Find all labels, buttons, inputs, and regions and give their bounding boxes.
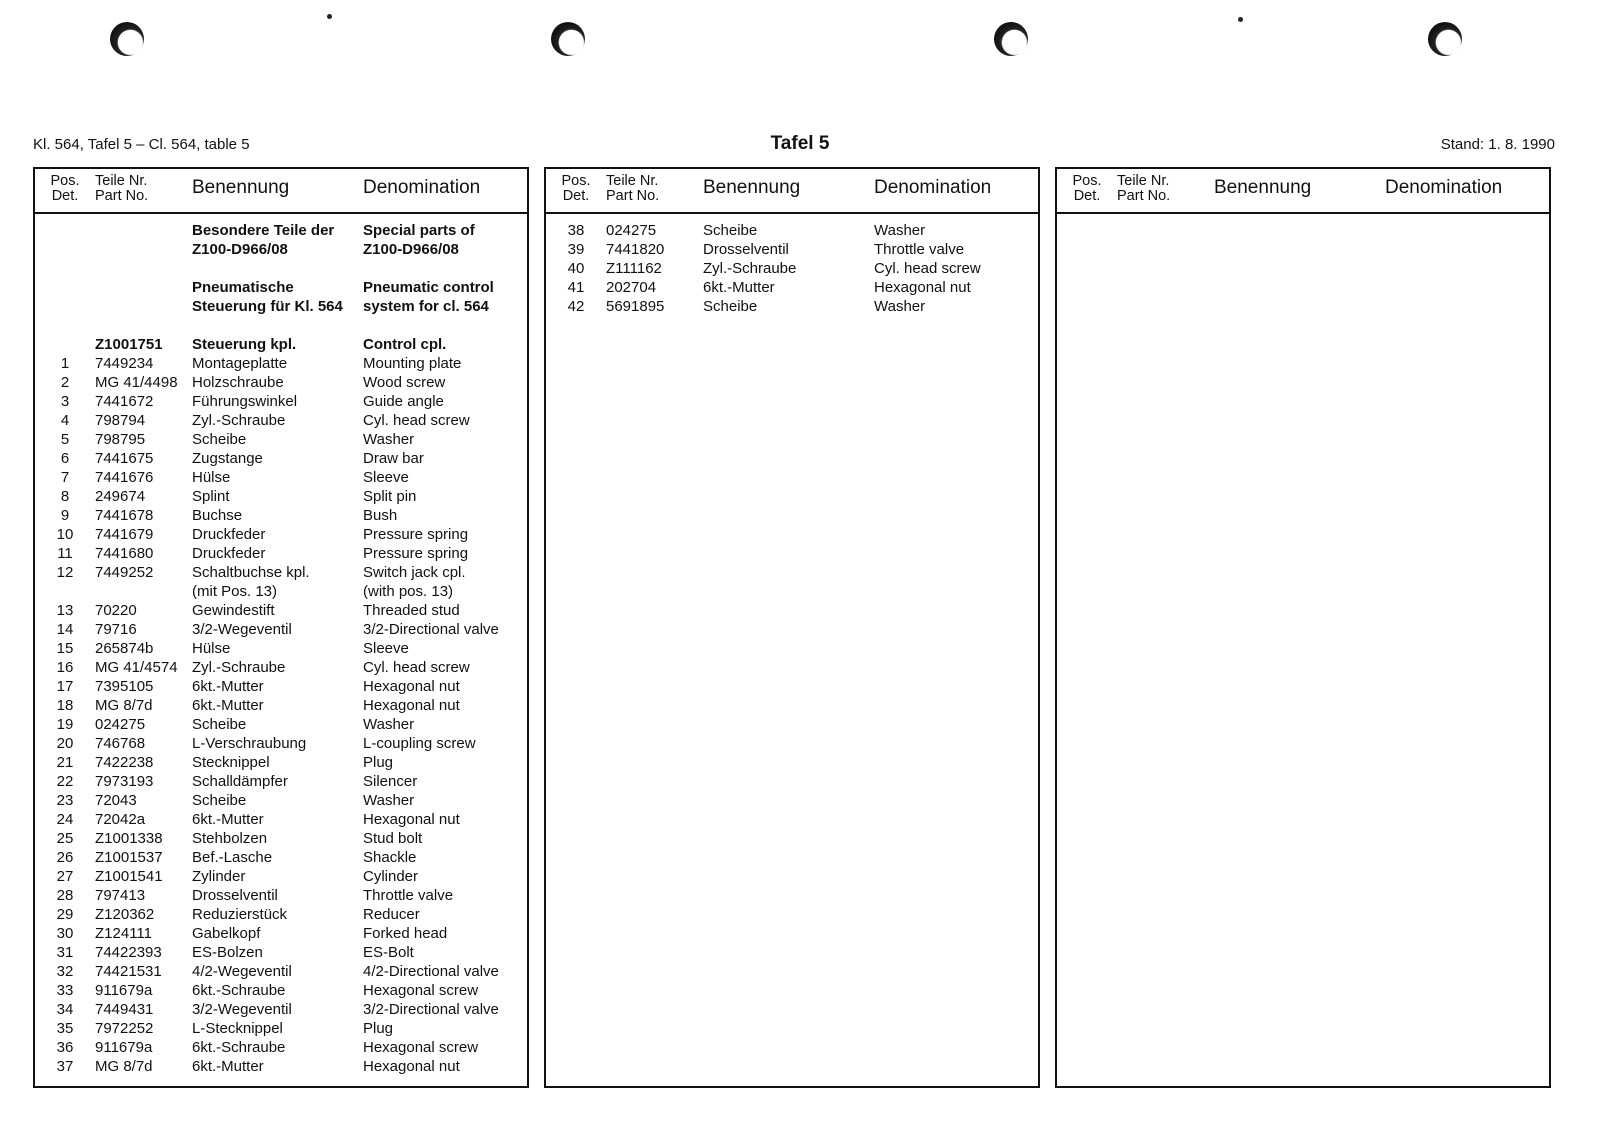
parts-table-1	[33, 167, 529, 1088]
cell-part-no: 7422238	[95, 754, 154, 771]
table-header	[35, 169, 527, 214]
cell-denomination: Washer	[363, 716, 415, 733]
cell-pos: 29	[56, 906, 74, 923]
cell-part-no: 911679a	[95, 1039, 153, 1056]
cell-pos: 20	[56, 735, 74, 752]
cell-benennung: 6kt.-Schraube	[192, 982, 286, 999]
page-title: Tafel 5	[770, 133, 830, 154]
cell-pos: 2	[60, 374, 70, 391]
table-row	[35, 639, 527, 658]
cell-part-no: Z1001751	[95, 336, 163, 353]
cell-denomination: Cyl. head screw	[363, 659, 470, 676]
table-row	[35, 829, 527, 848]
speck	[327, 14, 332, 19]
cell-pos: 35	[56, 1020, 74, 1037]
cell-benennung: Montageplatte	[192, 355, 288, 372]
cell-denomination: 4/2-Directional valve	[363, 963, 499, 980]
header-date: Stand: 1. 8. 1990	[1440, 136, 1555, 153]
cell-denomination: Washer	[363, 431, 415, 448]
table-row	[35, 962, 527, 981]
cell-pos: 31	[56, 944, 74, 961]
cell-denomination: Switch jack cpl.	[363, 564, 466, 581]
cell-part-no: 7972252	[95, 1020, 154, 1037]
cell-benennung: 6kt.-Mutter	[192, 697, 264, 714]
cell-pos: 7	[60, 469, 70, 486]
cell-pos: 16	[56, 659, 74, 676]
cell-benennung: Stecknippel	[192, 754, 270, 771]
cell-denomination: Plug	[363, 754, 394, 771]
cell-pos: 6	[60, 450, 70, 467]
cell-part-no: 7449252	[95, 564, 154, 581]
cell-benennung: (mit Pos. 13)	[192, 583, 278, 600]
cell-benennung: Gewindestift	[192, 602, 275, 619]
cell-part-no: 7449431	[95, 1001, 154, 1018]
cell-benennung: Reduzierstück	[192, 906, 288, 923]
table-header	[1057, 169, 1549, 214]
table-row	[546, 259, 1038, 278]
table-row	[35, 221, 527, 240]
cell-benennung: 6kt.-Mutter	[192, 678, 264, 695]
table-row	[35, 620, 527, 639]
cell-pos: 23	[56, 792, 74, 809]
col-part-no: Teile Nr. Part No.	[95, 173, 149, 204]
table-row	[546, 278, 1038, 297]
cell-denomination: Cyl. head screw	[363, 412, 470, 429]
cell-part-no: 7449234	[95, 355, 154, 372]
cell-part-no: MG 41/4498	[95, 374, 178, 391]
cell-benennung: 3/2-Wegeventil	[192, 1001, 292, 1018]
cell-denomination: Hexagonal nut	[363, 1058, 460, 1075]
col-part-no: Teile Nr. Part No.	[1117, 173, 1171, 204]
col-benennung: Benennung	[192, 177, 290, 198]
speck	[1238, 17, 1243, 22]
table-body	[35, 221, 527, 1076]
col-part-no: Teile Nr. Part No.	[606, 173, 660, 204]
cell-pos: 9	[60, 507, 70, 524]
cell-pos: 22	[56, 773, 74, 790]
cell-benennung: Holzschraube	[192, 374, 284, 391]
cell-benennung: Steuerung kpl.	[192, 336, 297, 353]
table-row	[35, 601, 527, 620]
cell-denomination: Hexagonal nut	[363, 678, 460, 695]
cell-part-no: MG 41/4574	[95, 659, 178, 676]
cell-part-no: 7441675	[95, 450, 154, 467]
cell-denomination: Control cpl.	[363, 336, 447, 353]
table-row	[35, 373, 527, 392]
table-row	[35, 753, 527, 772]
cell-benennung: Zylinder	[192, 868, 246, 885]
table-row	[35, 468, 527, 487]
cell-denomination: Shackle	[363, 849, 417, 866]
cell-part-no: Z124111	[95, 925, 152, 942]
cell-denomination: Throttle valve	[363, 887, 454, 904]
cell-pos: 30	[56, 925, 74, 942]
table-row	[35, 905, 527, 924]
cell-part-no: 72042a	[95, 811, 146, 828]
cell-denomination: Draw bar	[363, 450, 424, 467]
cell-part-no: 024275	[606, 222, 657, 239]
cell-pos: 42	[567, 298, 585, 315]
cell-part-no: 7441678	[95, 507, 154, 524]
cell-pos: 14	[56, 621, 74, 638]
cell-benennung: 4/2-Wegeventil	[192, 963, 292, 980]
table-row	[35, 449, 527, 468]
table-row	[35, 715, 527, 734]
cell-part-no: 7441820	[606, 241, 665, 258]
cell-part-no: 798795	[95, 431, 146, 448]
table-row	[35, 487, 527, 506]
cell-benennung: Scheibe	[192, 716, 247, 733]
table-row	[35, 240, 527, 259]
cell-denomination: Bush	[363, 507, 398, 524]
cell-part-no: Z1001338	[95, 830, 163, 847]
table-row	[35, 582, 527, 601]
cell-pos: 37	[56, 1058, 74, 1075]
punch-hole-3	[994, 22, 1028, 56]
cell-pos: 8	[60, 488, 70, 505]
cell-benennung: 3/2-Wegeventil	[192, 621, 292, 638]
cell-benennung: Stehbolzen	[192, 830, 268, 847]
table-row	[546, 221, 1038, 240]
cell-denomination: Guide angle	[363, 393, 444, 410]
table-row	[35, 696, 527, 715]
punch-hole-2	[551, 22, 585, 56]
cell-denomination: Cylinder	[363, 868, 419, 885]
cell-benennung: Besondere Teile der	[192, 222, 335, 239]
cell-part-no: 70220	[95, 602, 137, 619]
table-row	[35, 1019, 527, 1038]
table-row	[35, 278, 527, 297]
cell-denomination: Stud bolt	[363, 830, 423, 847]
cell-benennung: ES-Bolzen	[192, 944, 263, 961]
cell-pos: 3	[60, 393, 70, 410]
table-row	[35, 791, 527, 810]
cell-part-no: 911679a	[95, 982, 153, 999]
table-row	[35, 411, 527, 430]
cell-denomination: Cyl. head screw	[874, 260, 981, 277]
cell-part-no: MG 8/7d	[95, 1058, 153, 1075]
table-row	[35, 772, 527, 791]
cell-benennung: Hülse	[192, 469, 231, 486]
cell-benennung: Scheibe	[703, 298, 758, 315]
cell-denomination: Hexagonal nut	[363, 697, 460, 714]
cell-benennung: Zugstange	[192, 450, 263, 467]
cell-denomination: (with pos. 13)	[363, 583, 454, 600]
parts-table-2	[544, 167, 1040, 1088]
cell-denomination: Z100-D966/08	[363, 241, 459, 258]
table-row	[35, 848, 527, 867]
cell-pos: 15	[56, 640, 74, 657]
cell-part-no: Z1001541	[95, 868, 163, 885]
table-row	[35, 677, 527, 696]
cell-pos: 28	[56, 887, 74, 904]
cell-benennung: Z100-D966/08	[192, 241, 288, 258]
cell-denomination: Hexagonal screw	[363, 982, 479, 999]
cell-part-no: 249674	[95, 488, 146, 505]
cell-benennung: Pneumatische	[192, 279, 294, 296]
cell-pos: 33	[56, 982, 74, 999]
cell-pos: 11	[57, 545, 73, 562]
cell-benennung: 6kt.-Schraube	[192, 1039, 286, 1056]
cell-pos: 1	[60, 355, 70, 372]
cell-benennung: Druckfeder	[192, 545, 266, 562]
table-row	[35, 810, 527, 829]
cell-pos: 25	[56, 830, 74, 847]
cell-denomination: Wood screw	[363, 374, 446, 391]
cell-denomination: Sleeve	[363, 469, 409, 486]
cell-pos: 4	[60, 412, 70, 429]
spacer-row	[35, 316, 527, 335]
cell-pos: 12	[56, 564, 74, 581]
table-row	[35, 981, 527, 1000]
cell-denomination: ES-Bolt	[363, 944, 414, 961]
table-row	[35, 563, 527, 582]
cell-denomination: Hexagonal screw	[363, 1039, 479, 1056]
cell-benennung: 6kt.-Mutter	[192, 811, 264, 828]
cell-part-no: 265874b	[95, 640, 154, 657]
table-row	[35, 506, 527, 525]
cell-denomination: Plug	[363, 1020, 394, 1037]
cell-benennung: Zyl.-Schraube	[703, 260, 797, 277]
cell-benennung: Zyl.-Schraube	[192, 659, 286, 676]
table-row	[35, 354, 527, 373]
cell-benennung: Scheibe	[192, 792, 247, 809]
table-row	[35, 525, 527, 544]
table-row	[35, 1000, 527, 1019]
table-body	[546, 221, 1038, 316]
cell-denomination: Special parts of	[363, 222, 475, 239]
cell-part-no: 798794	[95, 412, 146, 429]
cell-benennung: Schalldämpfer	[192, 773, 288, 790]
cell-part-no: MG 8/7d	[95, 697, 153, 714]
table-header	[546, 169, 1038, 214]
cell-part-no: 7441672	[95, 393, 154, 410]
cell-part-no: 5691895	[606, 298, 665, 315]
cell-benennung: Bef.-Lasche	[192, 849, 273, 866]
cell-benennung: Drosselventil	[703, 241, 789, 258]
cell-denomination: Mounting plate	[363, 355, 462, 372]
cell-part-no: 7441676	[95, 469, 154, 486]
cell-part-no: 72043	[95, 792, 137, 809]
cell-part-no: 79716	[95, 621, 137, 638]
cell-benennung: Hülse	[192, 640, 231, 657]
cell-denomination: Throttle valve	[874, 241, 965, 258]
cell-denomination: Silencer	[363, 773, 418, 790]
cell-pos: 39	[567, 241, 585, 258]
table-row	[35, 297, 527, 316]
cell-part-no: 746768	[95, 735, 146, 752]
cell-part-no: Z111162	[606, 260, 662, 277]
cell-denomination: Reducer	[363, 906, 420, 923]
col-denomination: Denomination	[1385, 177, 1503, 198]
cell-benennung: Scheibe	[192, 431, 247, 448]
cell-benennung: Splint	[192, 488, 230, 505]
cell-benennung: Gabelkopf	[192, 925, 261, 942]
cell-denomination: Forked head	[363, 925, 448, 942]
cell-benennung: Steuerung für Kl. 564	[192, 298, 343, 315]
cell-pos: 13	[56, 602, 74, 619]
cell-pos: 40	[567, 260, 585, 277]
table-row	[35, 734, 527, 753]
cell-part-no: 797413	[95, 887, 146, 904]
cell-part-no: 7441680	[95, 545, 154, 562]
cell-part-no: 7395105	[95, 678, 154, 695]
cell-benennung: Buchse	[192, 507, 243, 524]
table-row	[35, 886, 527, 905]
cell-denomination: L-coupling screw	[363, 735, 476, 752]
cell-pos: 38	[567, 222, 585, 239]
table-row	[35, 1057, 527, 1076]
cell-pos: 26	[56, 849, 74, 866]
table-row	[35, 392, 527, 411]
cell-pos: 17	[56, 678, 74, 695]
cell-pos: 18	[56, 697, 74, 714]
table-row	[35, 658, 527, 677]
spacer-row	[35, 259, 527, 278]
col-denomination: Denomination	[874, 177, 992, 198]
cell-denomination: Sleeve	[363, 640, 409, 657]
cell-denomination: Washer	[874, 222, 926, 239]
cell-benennung: Schaltbuchse kpl.	[192, 564, 310, 581]
col-pos: Pos. Det.	[561, 173, 591, 204]
cell-pos: 34	[56, 1001, 74, 1018]
parts-table-3	[1055, 167, 1551, 1088]
cell-benennung: Zyl.-Schraube	[192, 412, 286, 429]
cell-benennung: 6kt.-Mutter	[703, 279, 775, 296]
cell-denomination: Washer	[363, 792, 415, 809]
table-row	[546, 297, 1038, 316]
cell-denomination: Threaded stud	[363, 602, 460, 619]
table-row	[35, 544, 527, 563]
punch-hole-4	[1428, 22, 1462, 56]
cell-benennung: L-Stecknippel	[192, 1020, 283, 1037]
cell-pos: 36	[56, 1039, 74, 1056]
cell-benennung: Führungswinkel	[192, 393, 298, 410]
col-denomination: Denomination	[363, 177, 481, 198]
cell-benennung: Scheibe	[703, 222, 758, 239]
cell-pos: 10	[56, 526, 74, 543]
cell-pos: 32	[56, 963, 74, 980]
cell-pos: 24	[56, 811, 74, 828]
cell-part-no: Z120362	[95, 906, 155, 923]
cell-part-no: 202704	[606, 279, 657, 296]
cell-part-no: 7973193	[95, 773, 154, 790]
cell-benennung: Drosselventil	[192, 887, 278, 904]
cell-benennung: L-Verschraubung	[192, 735, 307, 752]
table-row	[35, 924, 527, 943]
cell-part-no: Z1001537	[95, 849, 163, 866]
cell-denomination: system for cl. 564	[363, 298, 489, 315]
col-pos: Pos. Det.	[50, 173, 80, 204]
cell-pos: 21	[56, 754, 74, 771]
header-class-table: Kl. 564, Tafel 5 – Cl. 564, table 5	[33, 136, 250, 153]
cell-pos: 19	[56, 716, 74, 733]
table-row	[35, 1038, 527, 1057]
table-row	[35, 430, 527, 449]
cell-pos: 5	[60, 431, 70, 448]
cell-denomination: Washer	[874, 298, 926, 315]
punch-hole-1	[110, 22, 144, 56]
cell-pos: 41	[567, 279, 585, 296]
col-pos: Pos. Det.	[1072, 173, 1102, 204]
cell-denomination: Pressure spring	[363, 526, 469, 543]
table-row	[35, 867, 527, 886]
cell-part-no: 024275	[95, 716, 146, 733]
table-row	[35, 943, 527, 962]
cell-denomination: 3/2-Directional valve	[363, 621, 499, 638]
cell-pos: 27	[56, 868, 74, 885]
table-row	[546, 240, 1038, 259]
cell-part-no: 74422393	[95, 944, 162, 961]
cell-denomination: Hexagonal nut	[874, 279, 971, 296]
cell-part-no: 7441679	[95, 526, 154, 543]
cell-benennung: 6kt.-Mutter	[192, 1058, 264, 1075]
col-benennung: Benennung	[703, 177, 801, 198]
cell-denomination: Pneumatic control	[363, 279, 494, 296]
cell-denomination: 3/2-Directional valve	[363, 1001, 499, 1018]
table-row	[35, 335, 527, 354]
cell-denomination: Hexagonal nut	[363, 811, 460, 828]
cell-part-no: 74421531	[95, 963, 162, 980]
cell-denomination: Pressure spring	[363, 545, 469, 562]
cell-denomination: Split pin	[363, 488, 417, 505]
cell-benennung: Druckfeder	[192, 526, 266, 543]
col-benennung: Benennung	[1214, 177, 1312, 198]
